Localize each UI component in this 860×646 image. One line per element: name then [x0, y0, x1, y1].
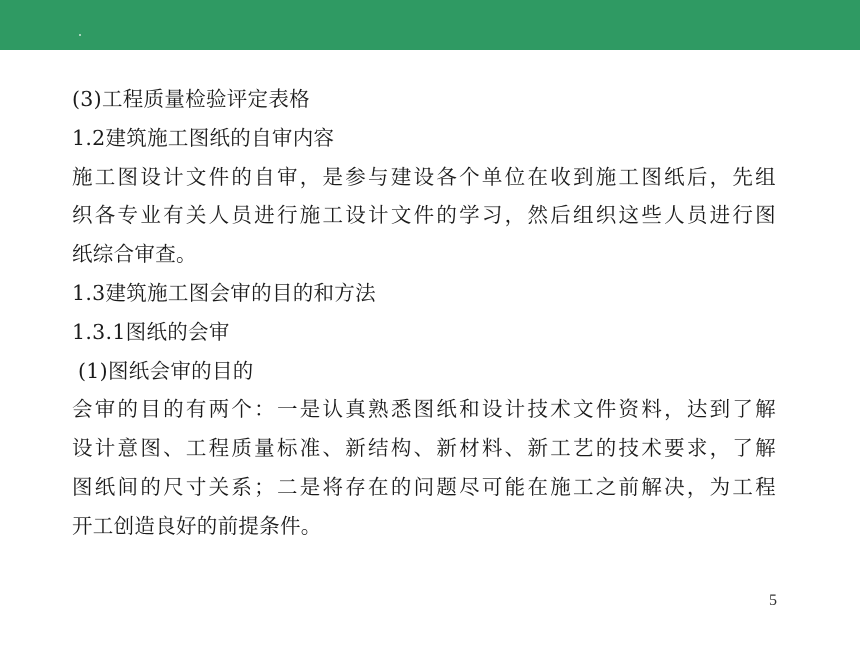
paragraph-self-review-line-2: 织各专业有关人员进行施工设计文件的学习，然后组织这些人员进行图	[72, 203, 776, 228]
paragraph-purpose-line-2: 设计意图、工程质量标准、新结构、新材料、新工艺的技术要求，了解	[72, 436, 776, 461]
heading-joint-review: 1.3建筑施工图会审的目的和方法	[72, 280, 376, 305]
paragraph-self-review-line-3: 纸综合审查。	[72, 242, 197, 267]
heading-drawing-joint-review: 1.3.1图纸的会审	[72, 319, 230, 344]
heading-self-review: 1.2建筑施工图纸的自审内容	[72, 125, 335, 150]
paragraph-self-review-line-1: 施工图设计文件的自审，是参与建设各个单位在收到施工图纸后，先组	[72, 164, 776, 189]
header-dot	[79, 34, 81, 36]
heading-quality-forms: (3)工程质量检验评定表格	[72, 87, 310, 111]
paragraph-purpose-line-3: 图纸间的尺寸关系；二是将存在的问题尽可能在施工之前解决，为工程	[72, 474, 776, 499]
header-bar	[0, 0, 860, 50]
paragraph-purpose-line-1: 会审的目的有两个：一是认真熟悉图纸和设计技术文件资料，达到了解	[72, 397, 776, 422]
heading-review-purpose: (1)图纸会审的目的	[78, 358, 254, 383]
page-number: 5	[769, 592, 777, 609]
paragraph-purpose-line-4: 开工创造良好的前提条件。	[72, 513, 322, 538]
slide-body	[72, 80, 792, 546]
